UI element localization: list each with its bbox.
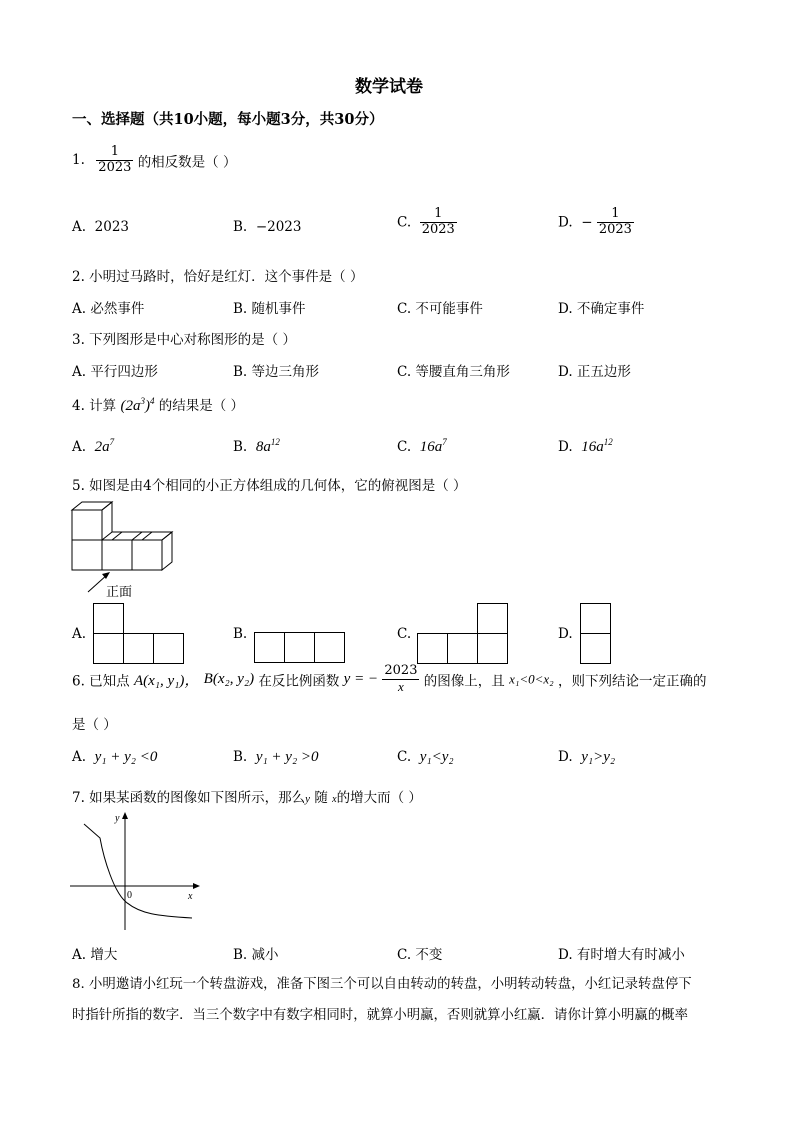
option-a[interactable] bbox=[72, 749, 157, 766]
option-a[interactable] bbox=[72, 437, 114, 456]
option-a[interactable]: A. 平行四边形 bbox=[72, 364, 158, 380]
option-a[interactable] bbox=[72, 219, 129, 235]
point-b: B(x₂, y₂) bbox=[203, 670, 255, 687]
coefficient: 16 bbox=[581, 439, 597, 455]
question-2: 2. 小明过马路时，恰好是红灯．这个事件是（ ） bbox=[72, 269, 364, 285]
fraction bbox=[96, 145, 133, 176]
cube-front-face bbox=[72, 510, 102, 540]
question-8-line1: 8. 小明邀请小红玩一个转盘游戏，准备下图三个可以自由转动的转盘，小明转动转盘，小红记录转盘停下 bbox=[72, 977, 692, 992]
option-a-figure[interactable] bbox=[93, 603, 185, 665]
y-axis-arrow bbox=[122, 812, 128, 819]
option-text: y₁<y₂ bbox=[419, 749, 454, 765]
point-a: A(x₁, y₁)， bbox=[133, 672, 200, 689]
inner-exponent: 3 bbox=[140, 396, 145, 406]
outer-exponent: 4 bbox=[149, 396, 155, 406]
option-d-figure[interactable] bbox=[580, 603, 612, 665]
cube-front-face bbox=[132, 540, 162, 570]
question-4 bbox=[72, 394, 244, 415]
option-text: −2023 bbox=[255, 219, 302, 235]
option-c-label[interactable]: C. bbox=[397, 626, 412, 642]
question-5: 5. 如图是由4个相同的小正方体组成的几何体，它的俯视图是（ ） bbox=[72, 478, 467, 494]
y-axis-label: y bbox=[115, 813, 120, 824]
option-b-figure[interactable] bbox=[254, 632, 346, 664]
option-d[interactable]: D. 不确定事件 bbox=[558, 301, 645, 317]
option-label: A. bbox=[72, 749, 87, 765]
cube-front-face bbox=[102, 540, 132, 570]
variable: a bbox=[596, 439, 604, 455]
question-text: 7. 如果某函数的图像如下图所示，那么 bbox=[72, 790, 306, 806]
option-label: D. bbox=[558, 439, 573, 455]
x-axis-arrow bbox=[193, 883, 200, 889]
option-text: 2023 bbox=[94, 219, 129, 235]
exponent: 7 bbox=[109, 437, 115, 447]
option-label: C. bbox=[397, 749, 412, 765]
option-label: B. bbox=[233, 749, 248, 765]
option-b[interactable]: B. 等边三角形 bbox=[233, 364, 320, 380]
option-label: A. bbox=[72, 439, 87, 455]
question-text: 在反比例函数 bbox=[258, 673, 340, 690]
cube-side-face bbox=[102, 502, 112, 540]
question-text: 的图像上，且 bbox=[423, 673, 505, 690]
cube-side-face bbox=[162, 532, 172, 570]
option-b[interactable]: B. 随机事件 bbox=[233, 301, 306, 317]
question-number: 1. bbox=[72, 152, 85, 169]
fraction-denominator: 2023 bbox=[598, 221, 632, 237]
variable: a bbox=[434, 439, 443, 455]
option-c[interactable]: C. 不可能事件 bbox=[397, 301, 483, 317]
function-graph bbox=[70, 812, 205, 934]
option-c[interactable] bbox=[397, 749, 454, 766]
question-8-line2: 时指针所指的数字．当三个数字中有数字相同时，就算小明赢，否则就算小红赢．请你计算小明赢的概率 bbox=[72, 1008, 688, 1023]
exponent: 12 bbox=[603, 437, 613, 447]
exponent: 12 bbox=[270, 437, 280, 447]
question-text: ，则下列结论一定正确的 bbox=[557, 673, 707, 690]
fraction-denominator: 2023 bbox=[98, 159, 132, 175]
cube-top-face bbox=[72, 502, 112, 510]
fraction-numerator: 1 bbox=[611, 206, 620, 221]
coefficient: 2 bbox=[94, 439, 103, 455]
option-a[interactable]: A. 必然事件 bbox=[72, 301, 145, 317]
expression-base: (2a bbox=[120, 398, 141, 414]
option-text: y₁ + y₂ >0 bbox=[255, 749, 319, 765]
option-b[interactable] bbox=[233, 219, 301, 235]
question-7 bbox=[72, 786, 422, 806]
fraction bbox=[420, 207, 457, 238]
option-text: y₁ + y₂ <0 bbox=[94, 749, 158, 765]
expression-close: ) bbox=[144, 398, 150, 414]
fraction bbox=[382, 664, 419, 695]
question-text: 4. 计算 bbox=[72, 398, 117, 414]
question-1 bbox=[72, 145, 236, 176]
option-d[interactable] bbox=[558, 437, 613, 456]
option-d-label[interactable]: D. bbox=[558, 626, 573, 642]
minus-sign: − bbox=[581, 214, 593, 231]
function-curve bbox=[84, 824, 192, 918]
option-c[interactable]: C. 等腰直角三角形 bbox=[397, 364, 510, 380]
function-lhs: y = − bbox=[343, 670, 379, 687]
page-title: 数学试卷 bbox=[355, 77, 423, 97]
cube-edge bbox=[142, 532, 152, 540]
option-c[interactable] bbox=[397, 207, 457, 238]
question-text: 随 bbox=[314, 790, 328, 806]
section-heading: 一、选择题（共10小题，每小题3分，共30分） bbox=[72, 111, 384, 128]
question-text: 的相反数是（ ） bbox=[137, 154, 237, 171]
option-label: D. bbox=[558, 214, 573, 231]
option-c-figure[interactable] bbox=[417, 603, 509, 665]
option-d[interactable]: D. 正五边形 bbox=[558, 364, 631, 380]
option-label: A. bbox=[72, 219, 87, 235]
option-c[interactable]: C. 不变 bbox=[397, 947, 443, 963]
fraction-denominator: x bbox=[382, 679, 419, 695]
option-text: y₁>y₂ bbox=[581, 749, 616, 765]
variable-y: y bbox=[305, 793, 311, 805]
option-a[interactable]: A. 增大 bbox=[72, 947, 118, 963]
option-label: B. bbox=[233, 219, 248, 235]
option-a-label[interactable]: A. bbox=[72, 626, 87, 642]
question-3: 3. 下列图形是中心对称图形的是（ ） bbox=[72, 332, 296, 348]
question-6 bbox=[72, 664, 706, 695]
fraction-numerator: 1 bbox=[110, 144, 119, 159]
option-d[interactable] bbox=[558, 749, 615, 766]
exponent: 7 bbox=[442, 437, 447, 447]
fraction-numerator: 2023 bbox=[384, 663, 418, 678]
option-label: C. bbox=[397, 439, 412, 455]
cube-edge bbox=[112, 532, 122, 540]
origin-label: 0 bbox=[127, 890, 132, 901]
option-label: C. bbox=[397, 214, 412, 231]
question-text: 6. 已知点 bbox=[72, 673, 130, 690]
option-c[interactable] bbox=[397, 437, 447, 456]
fraction bbox=[597, 207, 634, 238]
condition: x₁<0<x₂ bbox=[509, 671, 554, 687]
front-label: 正面 bbox=[106, 585, 133, 600]
question-text: 的结果是（ ） bbox=[158, 398, 245, 414]
cube-front-face bbox=[72, 540, 102, 570]
expression bbox=[120, 398, 154, 414]
question-6-line2: 是（ ） bbox=[72, 717, 117, 733]
question-text: 的增大而（ ） bbox=[336, 790, 422, 806]
option-b[interactable]: B. 减小 bbox=[233, 947, 279, 963]
x-axis-label: x bbox=[188, 891, 193, 902]
coefficient: 8 bbox=[255, 439, 264, 455]
option-d[interactable] bbox=[558, 207, 634, 238]
variable: a bbox=[102, 439, 110, 455]
option-label: D. bbox=[558, 749, 573, 765]
variable: a bbox=[263, 439, 271, 455]
option-d[interactable]: D. 有时增大有时减小 bbox=[558, 947, 685, 963]
option-b[interactable] bbox=[233, 749, 319, 766]
coefficient: 16 bbox=[419, 439, 435, 455]
option-b-label[interactable]: B. bbox=[233, 626, 248, 642]
fraction-numerator: 1 bbox=[434, 206, 443, 221]
option-label: B. bbox=[233, 439, 248, 455]
option-b[interactable] bbox=[233, 437, 280, 456]
variable-x: x bbox=[332, 794, 337, 805]
fraction-denominator: 2023 bbox=[421, 221, 455, 237]
